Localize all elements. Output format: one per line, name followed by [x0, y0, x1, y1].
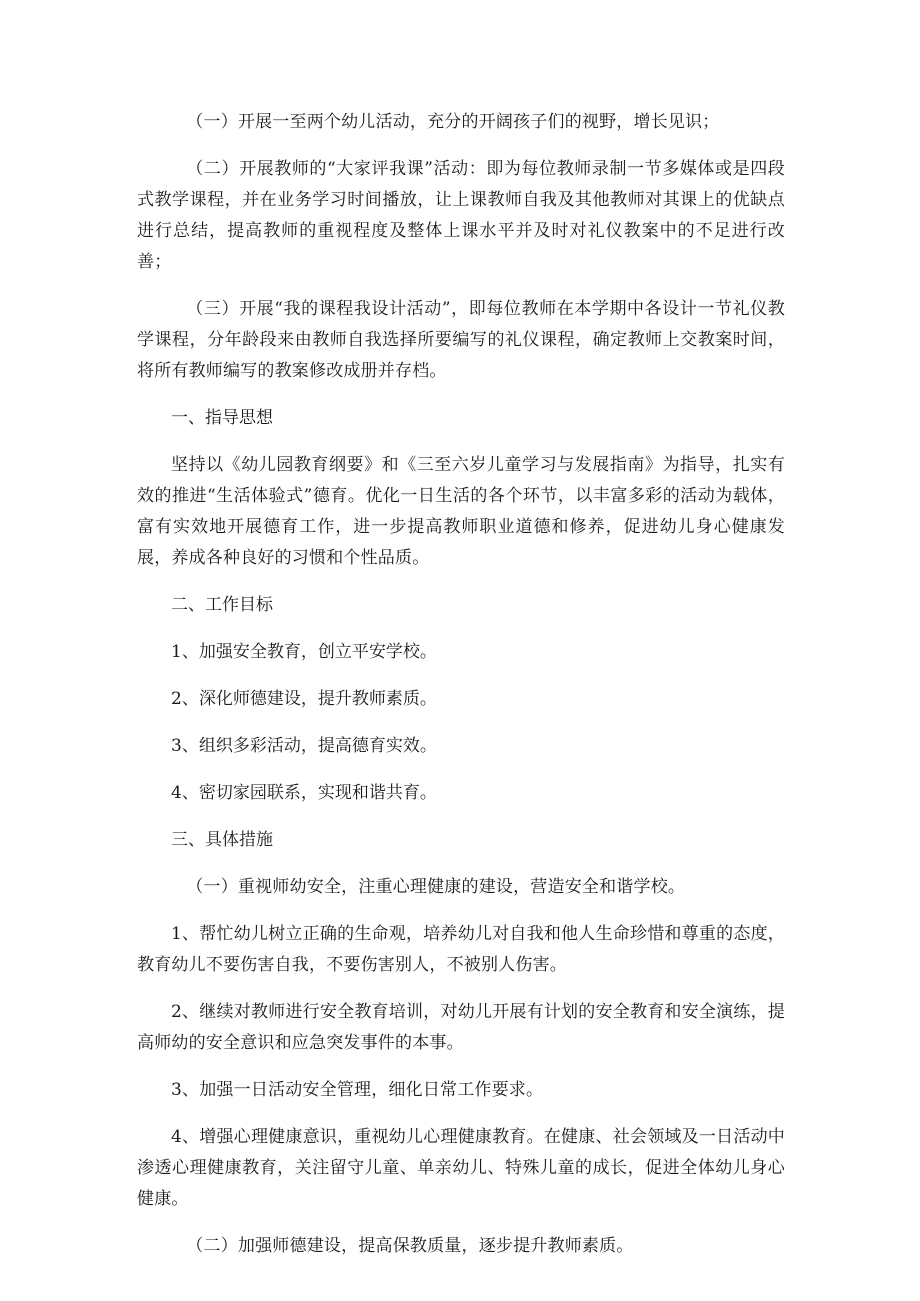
measure-item-1: 1、帮忙幼儿树立正确的生命观，培养幼儿对自我和他人生命珍惜和尊重的态度，教育幼儿不要伤害自我，不要伤害别人，不被别人伤害。: [137, 924, 785, 975]
goal-item-4: 4、密切家园联系，实现和谐共育。: [171, 783, 437, 803]
paragraph-guiding-thought: 坚持以《幼儿园教育纲要》和《三至六岁儿童学习与发展指南》为指导，扎实有效的推进“生活体验式”德育。优化一日生活的各个环节，以丰富多彩的活动为载体，富有实效地开展德育工作，进一步提高教师职业道德和修养，促进幼儿身心健康发展，养成各种良好的习惯和个性品质。: [137, 455, 785, 568]
paragraph-activity-2: （二）开展教师的“大家评我课”活动：即为每位教师录制一节多媒体或是四段式教学课程，并在业务学习时间播放，让上课教师自我及其他教师对其课上的优缺点进行总结，提高教师的重视程度及整体上课水平并及时对礼仪教案中的不足进行改善；: [137, 159, 785, 272]
paragraph-activity-3: （三）开展“我的课程我设计活动”，即每位教师在本学期中各设计一节礼仪教学课程，分年龄段来由教师自我选择所要编写的礼仪课程，确定教师上交教案时间，将所有教师编写的教案修改成册并存档。: [137, 299, 785, 381]
subheading-ethics: （二）加强师德建设，提高保教质量，逐步提升教师素质。: [186, 1236, 634, 1256]
measure-item-3: 3、加强一日活动安全管理，细化日常工作要求。: [171, 1080, 544, 1100]
paragraph-activity-1: （一）开展一至两个幼儿活动，充分的开阔孩子们的视野，增长见识；: [186, 112, 720, 132]
subheading-safety: （一）重视师幼安全，注重心理健康的建设，营造安全和谐学校。: [186, 877, 686, 897]
section-heading-work-goals: 二、工作目标: [171, 595, 273, 615]
goal-item-2: 2、深化师德建设，提升教师素质。: [171, 689, 437, 709]
section-heading-guiding-thought: 一、指导思想: [171, 408, 273, 428]
goal-item-1: 1、加强安全教育，创立平安学校。: [171, 642, 437, 662]
document-body: [137, 107, 785, 1278]
measure-item-4: 4、增强心理健康意识，重视幼儿心理健康教育。在健康、社会领域及一日活动中渗透心理健康教育，关注留守儿童、单亲幼儿、特殊儿童的成长，促进全体幼儿身心健康。: [137, 1127, 785, 1209]
measure-item-2: 2、继续对教师进行安全教育培训，对幼儿开展有计划的安全教育和安全演练，提高师幼的安全意识和应急突发事件的本事。: [137, 1002, 785, 1053]
goal-item-3: 3、组织多彩活动，提高德育实效。: [171, 736, 437, 756]
section-heading-measures: 三、具体措施: [171, 830, 273, 850]
